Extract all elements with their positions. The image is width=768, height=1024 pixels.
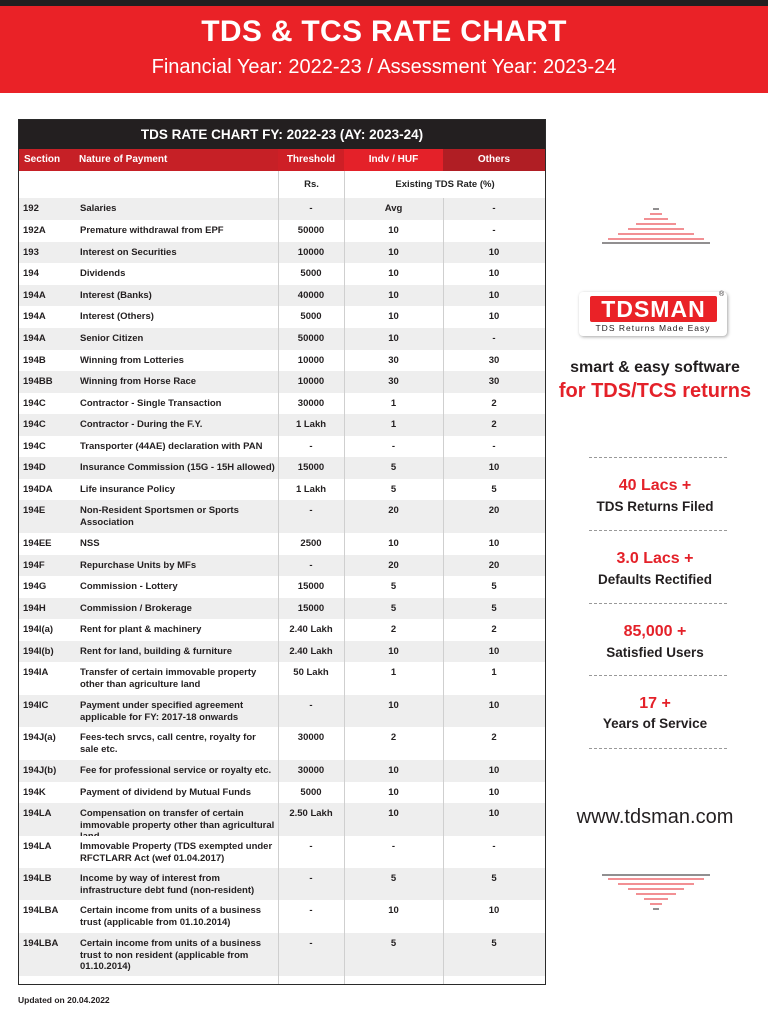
table-row [19, 782, 545, 803]
cell-indv-huf: Avg [384, 203, 403, 214]
cell-threshold: 5000 [300, 268, 322, 279]
cell-indv-huf: 10 [388, 290, 399, 301]
cell-nature: Rent for plant & machinery [80, 624, 202, 635]
cell-threshold: 10000 [297, 376, 325, 387]
table-row [19, 306, 545, 328]
cell-section: 194C [23, 419, 46, 430]
cell-section: 194F [23, 560, 45, 571]
cell-threshold: 30000 [297, 732, 325, 743]
inverted-triangle-lines-icon [600, 874, 712, 910]
table-row [19, 457, 545, 479]
table-row [19, 727, 545, 760]
subheader-rate: Existing TDS Rate (%) [344, 171, 545, 198]
column-divider [443, 198, 444, 984]
column-divider [344, 198, 345, 984]
table-row [19, 350, 545, 371]
cell-others: 10 [488, 700, 500, 711]
cell-indv-huf: 20 [388, 560, 399, 571]
cell-others: 10 [488, 765, 500, 776]
table-row [19, 242, 545, 263]
cell-others: 10 [488, 787, 500, 798]
cell-threshold: 30000 [297, 398, 325, 409]
cell-section: 194I(a) [23, 624, 54, 635]
cell-nature: Rent for land, building & furniture [80, 646, 232, 657]
cell-others: 30 [488, 376, 500, 387]
cell-others: 5 [491, 938, 497, 949]
cell-others: 2 [491, 419, 497, 430]
cell-section: 194E [23, 505, 46, 516]
table-row [19, 533, 545, 555]
table-row [19, 479, 545, 500]
cell-section: 194D [23, 462, 46, 473]
tds-rate-table [18, 119, 546, 985]
cell-section: 194H [23, 603, 46, 614]
cell-indv-huf: 5 [390, 938, 397, 949]
column-header-threshold: Threshold [278, 149, 344, 171]
cell-nature: Payment under specified agreement applicable for FY: 2017-18 onwards [80, 700, 244, 723]
cell-threshold: 50000 [297, 333, 325, 344]
cell-section: 194LA [23, 808, 52, 819]
stat-label: Defaults Rectified [597, 572, 713, 587]
cell-nature: Commission / Brokerage [80, 603, 192, 614]
cell-section: 194EE [23, 538, 52, 549]
cell-indv-huf: 10 [388, 646, 399, 657]
table-header-row [19, 149, 545, 171]
cell-threshold: 30000 [297, 765, 325, 776]
table-row [19, 414, 545, 436]
cell-nature: Certain income from units of a business trust to non resident (applicable from 01.10.2014) [80, 938, 262, 972]
cell-nature: Winning from Lotteries [80, 355, 184, 366]
stat-value: 40 Lacs + [618, 477, 692, 494]
cell-section: 193 [23, 247, 39, 258]
cell-indv-huf: 10 [388, 247, 399, 258]
cell-nature: Interest (Others) [80, 311, 154, 322]
cell-nature: Transfer of certain immovable property other than agriculture land [80, 667, 257, 690]
cell-threshold: - [309, 841, 313, 852]
table-row [19, 555, 545, 576]
cell-indv-huf: 10 [388, 808, 399, 819]
column-header-section: Section [19, 149, 77, 171]
cell-others: 1 [491, 667, 497, 678]
cell-section: 194K [23, 787, 46, 798]
cell-indv-huf: 10 [388, 333, 399, 344]
cell-others: 10 [488, 646, 500, 657]
tagline-secondary: for TDS/TCS returns [558, 380, 752, 402]
table-row [19, 868, 545, 900]
cell-indv-huf: 20 [388, 505, 399, 516]
cell-nature: Repurchase Units by MFs [80, 560, 197, 571]
cell-indv-huf: 10 [388, 700, 399, 711]
cell-section: 194B [23, 355, 46, 366]
table-row [19, 598, 545, 619]
cell-others: 5 [491, 484, 497, 495]
cell-others: - [492, 333, 496, 344]
cell-nature: Life insurance Policy [80, 484, 176, 495]
table-row [19, 576, 545, 598]
cell-indv-huf: 30 [388, 355, 399, 366]
cell-threshold: 5000 [300, 311, 322, 322]
cell-threshold: - [309, 905, 313, 916]
cell-others: - [492, 225, 496, 236]
cell-others: 2 [491, 732, 497, 743]
cell-section: 194LB [23, 873, 52, 884]
cell-indv-huf: 5 [390, 873, 397, 884]
cell-threshold: 5000 [300, 787, 322, 798]
cell-threshold: 40000 [297, 290, 325, 301]
cell-section: 194I(b) [23, 646, 54, 657]
table-row [19, 371, 545, 393]
cell-nature: Dividends [80, 268, 126, 279]
table-row [19, 393, 545, 414]
cell-threshold: - [309, 203, 313, 214]
cell-indv-huf: - [391, 841, 396, 852]
column-header-others: Others [443, 149, 545, 171]
cell-threshold: 2500 [300, 538, 322, 549]
cell-others: 10 [488, 290, 500, 301]
cell-section: 194J(a) [23, 732, 56, 743]
triangle-lines-icon [600, 208, 712, 244]
cell-threshold: - [309, 938, 313, 949]
cell-indv-huf: 5 [390, 484, 397, 495]
page-subtitle: Financial Year: 2022-23 / Assessment Year: 2023-24 [151, 56, 617, 78]
stat-label: Years of Service [602, 716, 708, 731]
cell-indv-huf: 10 [388, 225, 399, 236]
cell-nature: Payment of dividend by Mutual Funds [80, 787, 252, 798]
cell-others: 10 [488, 268, 500, 279]
cell-others: 10 [488, 247, 500, 258]
cell-threshold: 15000 [297, 581, 325, 592]
table-row [19, 436, 545, 457]
cell-section: 194A [23, 311, 46, 322]
cell-nature: Senior Citizen [80, 333, 144, 344]
cell-section: 194C [23, 398, 46, 409]
cell-section: 194A [23, 333, 46, 344]
cell-others: 5 [491, 873, 497, 884]
cell-section: 194BB [23, 376, 53, 387]
cell-threshold: 15000 [297, 603, 325, 614]
logo-wordmark: TDSMAN [590, 296, 717, 322]
cell-others: - [492, 203, 496, 214]
cell-others: 10 [488, 462, 500, 473]
cell-nature: Interest (Banks) [80, 290, 152, 301]
cell-section: 194LBA [23, 938, 59, 949]
cell-section: 194IC [23, 700, 49, 711]
divider [589, 603, 727, 604]
cell-others: 5 [491, 603, 497, 614]
cell-threshold: - [309, 700, 313, 711]
cell-indv-huf: 30 [388, 376, 399, 387]
cell-nature: Immovable Property (TDS exempted under RFCTLARR Act (wef 01.04.2017) [80, 841, 273, 864]
table-row [19, 695, 545, 727]
table-row [19, 900, 545, 933]
cell-indv-huf: 2 [390, 732, 397, 743]
cell-threshold: 10000 [297, 355, 325, 366]
cell-nature: Income by way of interest from infrastructure debt fund (non-resident) [80, 873, 255, 896]
stat-value: 85,000 + [623, 623, 687, 640]
cell-section: 194J(b) [23, 765, 57, 776]
table-row [19, 220, 545, 242]
stat-label: Satisfied Users [606, 645, 704, 660]
cell-indv-huf: 10 [388, 765, 399, 776]
cell-indv-huf: 1 [390, 419, 397, 430]
cell-section: 194DA [23, 484, 53, 495]
cell-section: 194C [23, 441, 46, 452]
cell-threshold: 10000 [297, 247, 325, 258]
table-row [19, 198, 545, 220]
cell-others: 20 [488, 560, 500, 571]
registered-mark: ® [719, 291, 725, 298]
page-title: TDS & TCS RATE CHART [201, 15, 567, 48]
cell-indv-huf: 10 [388, 787, 399, 798]
cell-section: 194LA [23, 841, 52, 852]
table-row [19, 933, 545, 976]
cell-section: 194A [23, 290, 46, 301]
cell-nature: Salaries [80, 203, 117, 214]
cell-indv-huf: 10 [388, 905, 399, 916]
cell-others: 2 [491, 398, 497, 409]
cell-threshold: 2.40 Lakh [289, 646, 333, 657]
cell-nature: Premature withdrawal from EPF [80, 225, 224, 236]
header-banner [0, 6, 768, 93]
cell-others: 2 [491, 624, 497, 635]
stat-value: 17 + [639, 695, 671, 712]
subheader-rs: Rs. [278, 171, 344, 198]
cell-others: - [492, 841, 496, 852]
cell-threshold: - [309, 441, 313, 452]
cell-section: 194 [23, 268, 39, 279]
table-row [19, 619, 545, 641]
column-header-nature: Nature of Payment [77, 149, 278, 171]
cell-indv-huf: 1 [390, 667, 397, 678]
updated-date: Updated on 20.04.2022 [18, 995, 110, 1005]
cell-threshold: 2.50 Lakh [289, 808, 333, 819]
tagline-primary: smart & easy software [570, 359, 740, 376]
cell-others: 20 [488, 505, 500, 516]
website-link[interactable]: www.tdsman.com [576, 806, 734, 828]
stat-value: 3.0 Lacs + [616, 550, 694, 567]
divider [589, 748, 727, 749]
cell-others: 10 [488, 538, 500, 549]
cell-nature: Commission - Lottery [80, 581, 178, 592]
table-row [19, 500, 545, 533]
table-row [19, 641, 545, 662]
cell-indv-huf: 1 [390, 398, 397, 409]
cell-nature: Fee for professional service or royalty etc. [80, 765, 272, 776]
cell-section: 194LBA [23, 905, 59, 916]
cell-indv-huf: 2 [390, 624, 397, 635]
cell-threshold: 2.40 Lakh [289, 624, 333, 635]
cell-indv-huf: 10 [388, 268, 399, 279]
table-row [19, 662, 545, 695]
cell-threshold: 1 Lakh [295, 484, 327, 495]
cell-nature: Fees-tech srvcs, call centre, royalty for sale etc. [80, 732, 256, 755]
cell-threshold: - [309, 505, 313, 516]
cell-threshold: - [309, 560, 313, 571]
cell-nature: Winning from Horse Race [80, 376, 197, 387]
cell-nature: Compensation on transfer of certain immovable property other than agricultural [80, 808, 275, 831]
divider [589, 457, 727, 458]
cell-others: - [492, 441, 496, 452]
cell-section: 194G [23, 581, 47, 592]
table-subheader [19, 171, 545, 198]
cell-threshold: 50 Lakh [293, 667, 329, 678]
cell-indv-huf: 10 [388, 538, 399, 549]
cell-section: 192A [23, 225, 46, 236]
table-row [19, 285, 545, 306]
cell-nature: Contractor - Single Transaction [80, 398, 222, 409]
cell-threshold: 15000 [297, 462, 325, 473]
table-row [19, 263, 545, 285]
cell-indv-huf: - [391, 441, 396, 452]
cell-others: 30 [488, 355, 500, 366]
column-header-indv-huf: Indv / HUF [344, 149, 443, 171]
cell-indv-huf: 5 [390, 581, 397, 592]
cell-nature: Insurance Commission (15G - 15H allowed) [80, 462, 275, 473]
cell-threshold: 1 Lakh [295, 419, 327, 430]
cell-nature: Transporter (44AE) declaration with PAN [80, 441, 263, 452]
cell-others: 5 [491, 581, 497, 592]
cell-others: 10 [488, 808, 500, 819]
cell-indv-huf: 5 [390, 603, 397, 614]
divider [589, 530, 727, 531]
cell-threshold: 50000 [297, 225, 325, 236]
cell-indv-huf: 5 [390, 462, 397, 473]
table-row [19, 760, 545, 782]
cell-nature: Certain income from units of a business trust (applicable from 01.10.2014) [80, 905, 262, 928]
cell-nature: Non-Resident Sportsmen or Sports Association [80, 505, 239, 528]
table-row [19, 328, 545, 350]
logo-tagline: TDS Returns Made Easy [595, 323, 711, 333]
cell-section: 192 [23, 203, 39, 214]
table-title: TDS RATE CHART FY: 2022-23 (AY: 2023-24) [19, 120, 545, 149]
divider [589, 675, 727, 676]
cell-others: 10 [488, 905, 500, 916]
table-row [19, 836, 545, 868]
column-divider [278, 198, 279, 984]
stat-label: TDS Returns Filed [596, 499, 714, 514]
tdsman-logo [579, 292, 727, 336]
cell-nature: Interest on Securities [80, 247, 177, 258]
cell-others: 10 [488, 311, 500, 322]
cell-section: 194IA [23, 667, 49, 678]
cell-threshold: - [309, 873, 313, 884]
cell-indv-huf: 10 [388, 311, 399, 322]
cell-nature: Contractor - During the F.Y. [80, 419, 203, 430]
table-row [19, 803, 545, 836]
cell-nature: NSS [80, 538, 100, 549]
